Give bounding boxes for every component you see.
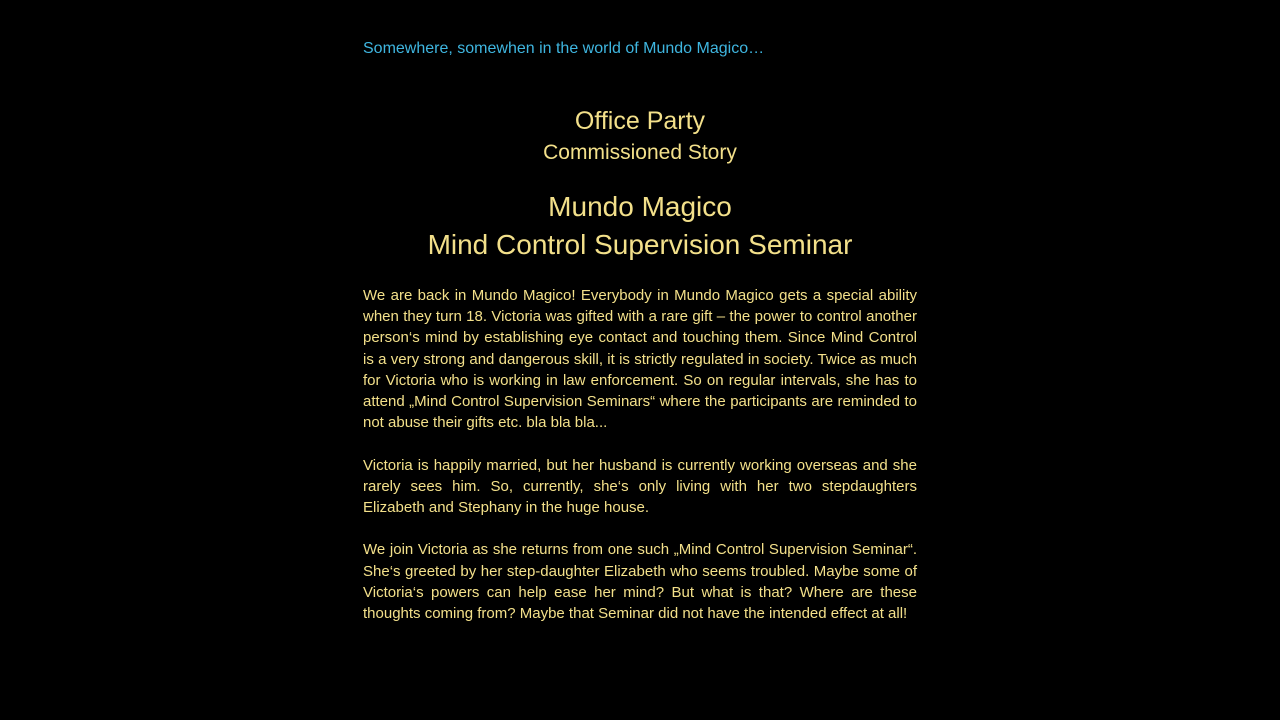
intro-line: Somewhere, somewhen in the world of Mundo Magico… (363, 40, 765, 57)
story-subtitle: Commissioned Story (543, 141, 737, 164)
story-title: Office Party (574, 107, 706, 135)
paragraph: We join Victoria as she returns from one such „Mind Control Supervision Seminar“. She‘s greeted by her step-daughter Elizabeth who seems troubled. Maybe some of Victoria‘s powers can help ease her mind? But what is that? Where are these thoughts coming from? Maybe that Seminar did not have the intended effect at all! (363, 541, 917, 623)
story-body (363, 285, 917, 624)
paragraph: Victoria is happily married, but her husband is currently working overseas and she rarely sees him. So, currently, she‘s only living with her two stepdaughters Elizabeth and Stephany in the huge house. (363, 456, 917, 517)
series-title: Mundo Magico (548, 191, 732, 222)
seminar-title: Mind Control Supervision Seminar (427, 229, 853, 260)
paragraph: We are back in Mundo Magico! Everybody in Mundo Magico gets a special ability when they turn 18. Victoria was gifted with a rare gift – the power to control another person‘s mind by establishing eye contact and touching them. Since Mind Control is a very strong and dangerous skill, it is strictly regulated in society. Twice as much for Victoria who is working in law enforcement. So on regular intervals, she has to attend „Mind Control Supervision Seminars“ where the participants are reminded to not abuse their gifts etc. bla bla bla... (363, 287, 917, 432)
